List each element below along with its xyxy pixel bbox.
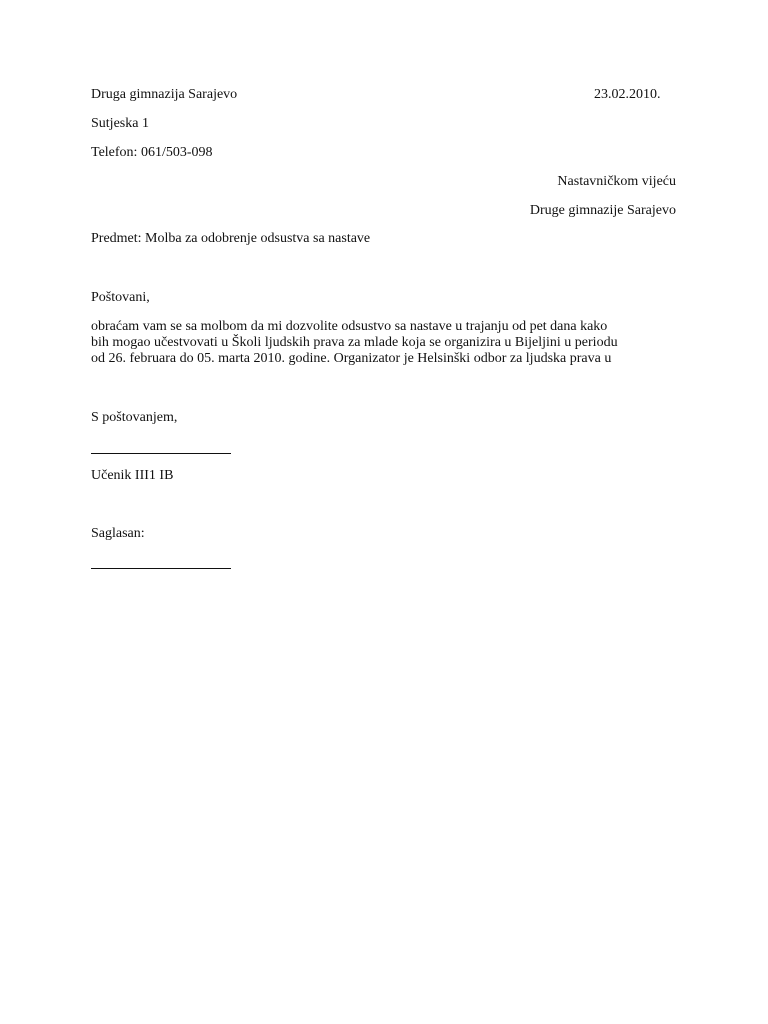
- sender-address: Sutjeska 1: [91, 116, 149, 131]
- body-line: bih mogao učestvovati u Školi ljudskih prava za mlade koja se organizira u Bijeljini u periodu: [91, 335, 618, 350]
- recipient-line1: Nastavničkom vijeću: [557, 174, 676, 189]
- body-paragraph: [91, 319, 681, 367]
- body-line: od 26. februara do 05. marta 2010. godine. Organizator je Helsinški odbor za ljudska prava u: [91, 351, 612, 366]
- letter-date: 23.02.2010.: [594, 87, 661, 102]
- student-signature-line: [91, 453, 231, 454]
- sender-school: Druga gimnazija Sarajevo: [91, 87, 238, 102]
- subject-line: Predmet: Molba za odobrenje odsustva sa nastave: [91, 231, 371, 246]
- salutation: Poštovani,: [91, 290, 150, 305]
- closing: S poštovanjem,: [91, 410, 178, 425]
- sender-phone: Telefon: 061/503-098: [91, 145, 213, 160]
- student-label: Učenik III1 IB: [91, 468, 174, 483]
- body-line: obraćam vam se sa molbom da mi dozvolite odsustvo sa nastave u trajanju od pet dana kako: [91, 319, 608, 334]
- recipient-line2: Druge gimnazije Sarajevo: [529, 203, 676, 218]
- approval-signature-line: [91, 568, 231, 569]
- approval-label: Saglasan:: [91, 526, 145, 541]
